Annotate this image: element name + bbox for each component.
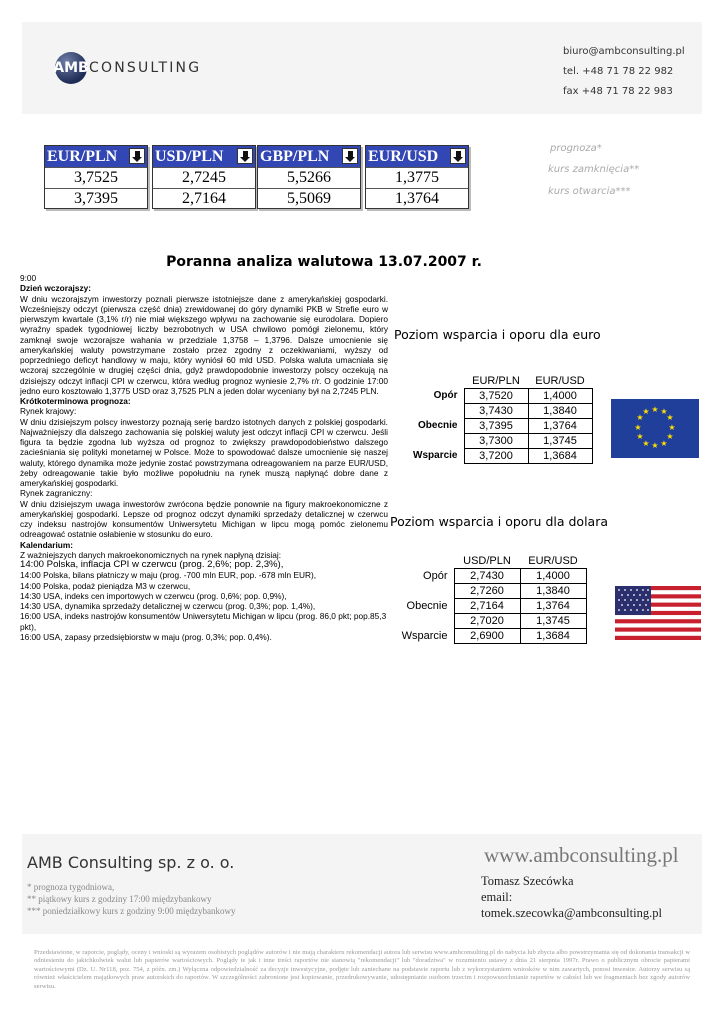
rate-box-eurpln (44, 145, 148, 209)
legend-close: kurs zamknięcia** (548, 164, 640, 175)
calendar-heading: Kalendarium: (20, 539, 74, 550)
rate-box-usdpln (152, 145, 256, 209)
disclaimer: Przedstawione, w raporcie, poglądy, oceny i wnioski są wyrazem osobistych poglądów autorów i nie mają charakteru rekomendacji autora lub serwisu www.ambconsulting.pl do nabycia lub zbycia albo powstrzymania się od dokonania transakcji w odniesieniu do jakichkolwiek walut lub papierów wartościowych. Poglądy te jak i inne treści raportów nie stanowią "rekomendacji" lub "doradztwa" w rozumieniu ustawy z dnia 21 sierpnia 1997r. Prawo o publicznym obrocie papierami wartościowymi (Dz. U. Nr118, poz. 754, z późn. zm.) Wyłączna odpowiedzialność za decyzje inwestycyjne, podjęte lub zaniechane na podstawie raportu lub z wykorzystaniem wniosków w nim zawartych, ponosi inwestor. Autorzy serwisu są również właścicielem majątkowych praw autorskich do raportów. W szczególności zabronione jest kopiowanie, przedrukowywanie, udostępnianie osobom trzecim i rozpowszechnianie raportów w całości lub we fragmentach bez zgody autorów serwisu. (34, 949, 690, 990)
legend-forecast: prognoza* (550, 143, 602, 154)
dollar-levels-title: Poziom wsparcia i oporu dla dolara (390, 514, 609, 529)
rate-pair-label: GBP/PLN (258, 146, 360, 167)
svg-text:★: ★ (636, 432, 644, 441)
row-label (400, 433, 464, 448)
dollar-levels-table (396, 554, 587, 644)
rate-forecast: 1,3775 (366, 167, 468, 188)
row-label: Obecnie (406, 599, 448, 612)
contact-person: Tomasz Szecówka (481, 874, 574, 888)
footer-note: * prognoza tygodniowa, (27, 882, 115, 892)
table-row (396, 583, 586, 598)
rate-forecast: 3,7525 (45, 167, 147, 188)
table-row (396, 628, 586, 643)
cell: 1,3745 (520, 613, 586, 628)
row-label: Wsparcie (401, 629, 448, 642)
footer-notes (27, 881, 235, 917)
company-logo (55, 52, 201, 84)
logo-text: CONSULTING (89, 60, 202, 76)
rate-pair-label: USD/PLN (153, 146, 255, 167)
svg-text:★: ★ (642, 439, 650, 448)
rate-pair-label: EUR/USD (366, 146, 468, 167)
cell: 1,3840 (528, 403, 592, 418)
yesterday-heading: Dzień wczorajszy: (20, 283, 92, 294)
calendar-item: 14:30 USA, dynamika sprzedaży detalicznej w czerwcu (prog. 0,3%; pop. 1,4%), (20, 601, 316, 611)
cell: 1,3764 (520, 598, 586, 613)
yesterday-text: W dniu wczorajszym inwestorzy poznali pierwsze istotniejsze dane z amerykańskiej gospodarki. Wcześniejszy odczyt (pierwsza część dnia) zrewidowanej do góry dynamiki PKB w Strefie euro w pierwszym kwartale (3,1% r/r) nie miał większego wpływu na zachowanie się eurodolara. Dopiero wyraźny spadek tygodniowej liczby bezrobotnych w USA chwilowo pomógł zielonemu, który zamknął swoje wczorajsze wahania w przedziale 1,3758 – 1,3796. Dalsze umocnienie się amerykańskiej waluty powstrzymane zostało przez zgodny z oczekiwaniami, wyższy od poprzedniego deficyt handlowy w maju, który wyniósł 60 mld USD. Polska waluta umacniała się wczoraj szczególnie w drugiej części dnia, gdyż prawdopodobnie inwestorzy polscy oczekują na dzisiejszy odczyt inflacji CPI w czerwcu, która według prognoz wyniesie 2,7% r/r. O godzinie 17:00 jedno euro kosztowało 1,3775 USD oraz 3,7525 PLN a jeden dolar wyceniany był na 2,7245 PLN. (20, 293, 388, 396)
cell: 1,3840 (520, 583, 586, 598)
row-label: Opór (433, 390, 458, 401)
rate-forecast: 2,7245 (153, 167, 255, 188)
footer-contact (481, 873, 662, 921)
calendar-item: 14:00 Polska, inflacja CPI w czerwcu (prog. 2,6%; pop. 2,3%), (20, 559, 284, 570)
row-label (396, 583, 454, 598)
cell: 1,3684 (528, 448, 592, 463)
row-label (400, 403, 464, 418)
cell: 3,7395 (464, 418, 528, 433)
email-label: email: (481, 890, 513, 904)
row-label (396, 613, 454, 628)
calendar-intro: Z ważniejszych danych makroekonomicznych na rynek napłyną dzisiaj: (20, 549, 282, 560)
calendar-item: 14:30 USA, indeks cen importowych w czerwcu (prog. 0,6%; pop. 0,9%), (20, 590, 287, 601)
arrow-down-icon (342, 148, 358, 164)
calendar-item: 14:00 Polska, podaż pieniądza M3 w czerwcu, (20, 580, 191, 591)
euro-levels-title: Poziom wsparcia i oporu dla euro (394, 327, 601, 342)
rate-box-gbppln (257, 145, 361, 209)
calendar-item: 16:00 USA, zapasy przedsiębiorstw w maju (prog. 0,3%; pop. 0,4%). (20, 631, 272, 642)
analysis-time: 9:00 (20, 273, 37, 283)
table-row (396, 613, 586, 628)
rate-box-eurusd (365, 145, 469, 209)
cell: 3,7430 (464, 403, 528, 418)
cell: 2,7430 (454, 568, 520, 583)
foreign-text: W dniu dzisiejszym uwaga inwestorów zwrócona będzie ponownie na figury makroekonomiczne z amerykańskiej gospodarki. Lepsze od prognoz odczyt dynamiki sprzedaży detalicznej w czerwcu czy indeksu nastrojów konsumentów Uniwersytetu Michigan w lipcu mogą pomóc zielonemu odreagować ostatnie osłabienie w stosunku do euro. (20, 498, 388, 540)
table-row (400, 403, 592, 418)
eu-flag-icon (611, 399, 699, 458)
arrow-down-icon (237, 148, 253, 164)
table-row (400, 433, 592, 448)
cell: 1,3745 (528, 433, 592, 448)
footer-note: *** poniedziałkowy kurs z godziny 9:00 międzybankowy (27, 906, 236, 916)
column-header: EUR/PLN (472, 374, 520, 387)
row-label: Wsparcie (413, 450, 458, 461)
row-label: Obecnie (418, 420, 458, 431)
cell: 1,4000 (528, 388, 592, 403)
analysis-text (20, 273, 388, 642)
rate-pair-label: EUR/PLN (45, 146, 147, 167)
svg-text:★: ★ (668, 423, 676, 432)
foreign-heading: Rynek zagraniczny: (20, 488, 93, 499)
contact-fax: fax +48 71 78 22 983 (563, 86, 673, 97)
domestic-heading: Rynek krajowy: (20, 406, 77, 417)
footer-note: ** piątkowy kurs z godziny 17:00 międzybankowy (27, 894, 212, 904)
us-flag-icon (615, 586, 701, 640)
svg-text:★: ★ (642, 407, 650, 416)
calendar-item: 16:00 USA, indeks nastrojów konsumentów Uniwersytetu Michigan w lipcu (prog. 86,0 pkt; pop.85,3 pkt), (20, 611, 387, 632)
footer-website-link[interactable]: www.ambconsulting.pl (484, 843, 679, 867)
rate-close: 5,5069 (258, 188, 360, 209)
euro-levels-table (400, 374, 593, 464)
cell: 1,4000 (520, 568, 586, 583)
cell: 1,3764 (528, 418, 592, 433)
cell: 2,6900 (454, 628, 520, 643)
svg-text:★: ★ (666, 432, 674, 441)
forecast-heading: Krótkoterminowa prognoza: (20, 396, 131, 406)
table-row (400, 388, 592, 403)
rate-close: 2,7164 (153, 188, 255, 209)
rate-forecast: 5,5266 (258, 167, 360, 188)
arrow-down-icon (450, 148, 466, 164)
table-row (400, 418, 592, 433)
cell: 2,7020 (454, 613, 520, 628)
legend-open: kurs otwarcia*** (548, 186, 631, 197)
column-header: EUR/USD (535, 374, 585, 387)
table-row (396, 568, 586, 583)
calendar-item: 14:00 Polska, bilans płatniczy w maju (prog. -700 mln EUR, pop. -678 mln EUR), (20, 570, 317, 581)
svg-text:★: ★ (660, 439, 668, 448)
domestic-text: W dniu dzisiejszym polscy inwestorzy poznają serię bardzo istotnych danych z polskiej gospodarki. Najważniejszy dla dalszego zachowania się polskiej waluty jest odczyt inflacji CPI w czerwcu. Jeśli figura ta będzie zgodna lub wyższa od prognoz to zwiększy prawdopodobieństwo dalszego zacieśniania się polityki monetarnej w Polsce. Może to spowodować dalsze umocnienie się naszej waluty, którego dynamika może jedynie zostać powstrzymana odreagowaniem na parze EUR/USD, żeby odreagowanie takie było możliwe popołudniu na rynek muszą napłynąć dobre dane z amerykańskiej gospodarki. (20, 416, 388, 488)
cell: 2,7164 (454, 598, 520, 613)
logo-mark: AMB (55, 52, 87, 84)
contact-info (563, 42, 685, 102)
row-label: Opór (423, 569, 448, 582)
footer-company: AMB Consulting sp. z o. o. (27, 853, 235, 872)
cell: 2,7260 (454, 583, 520, 598)
svg-text:★: ★ (636, 413, 644, 422)
page-title: Poranna analiza walutowa 13.07.2007 r. (166, 254, 482, 270)
arrow-down-icon (129, 148, 145, 164)
svg-text:★: ★ (651, 441, 659, 450)
cell: 1,3684 (520, 628, 586, 643)
svg-text:★: ★ (651, 405, 659, 414)
column-header: EUR/USD (528, 554, 578, 567)
cell: 3,7520 (464, 388, 528, 403)
contact-email[interactable]: biuro@ambconsulting.pl (563, 46, 685, 57)
table-row (396, 598, 586, 613)
rate-close: 1,3764 (366, 188, 468, 209)
svg-text:★: ★ (660, 407, 668, 416)
contact-tel: tel. +48 71 78 22 982 (563, 66, 674, 77)
column-header: USD/PLN (463, 554, 511, 567)
table-row (400, 448, 592, 463)
svg-text:★: ★ (634, 423, 642, 432)
cell: 3,7300 (464, 433, 528, 448)
contact-email-link[interactable]: tomek.szecowka@ambconsulting.pl (481, 906, 662, 920)
cell: 3,7200 (464, 448, 528, 463)
svg-text:★: ★ (666, 413, 674, 422)
rate-close: 3,7395 (45, 188, 147, 209)
